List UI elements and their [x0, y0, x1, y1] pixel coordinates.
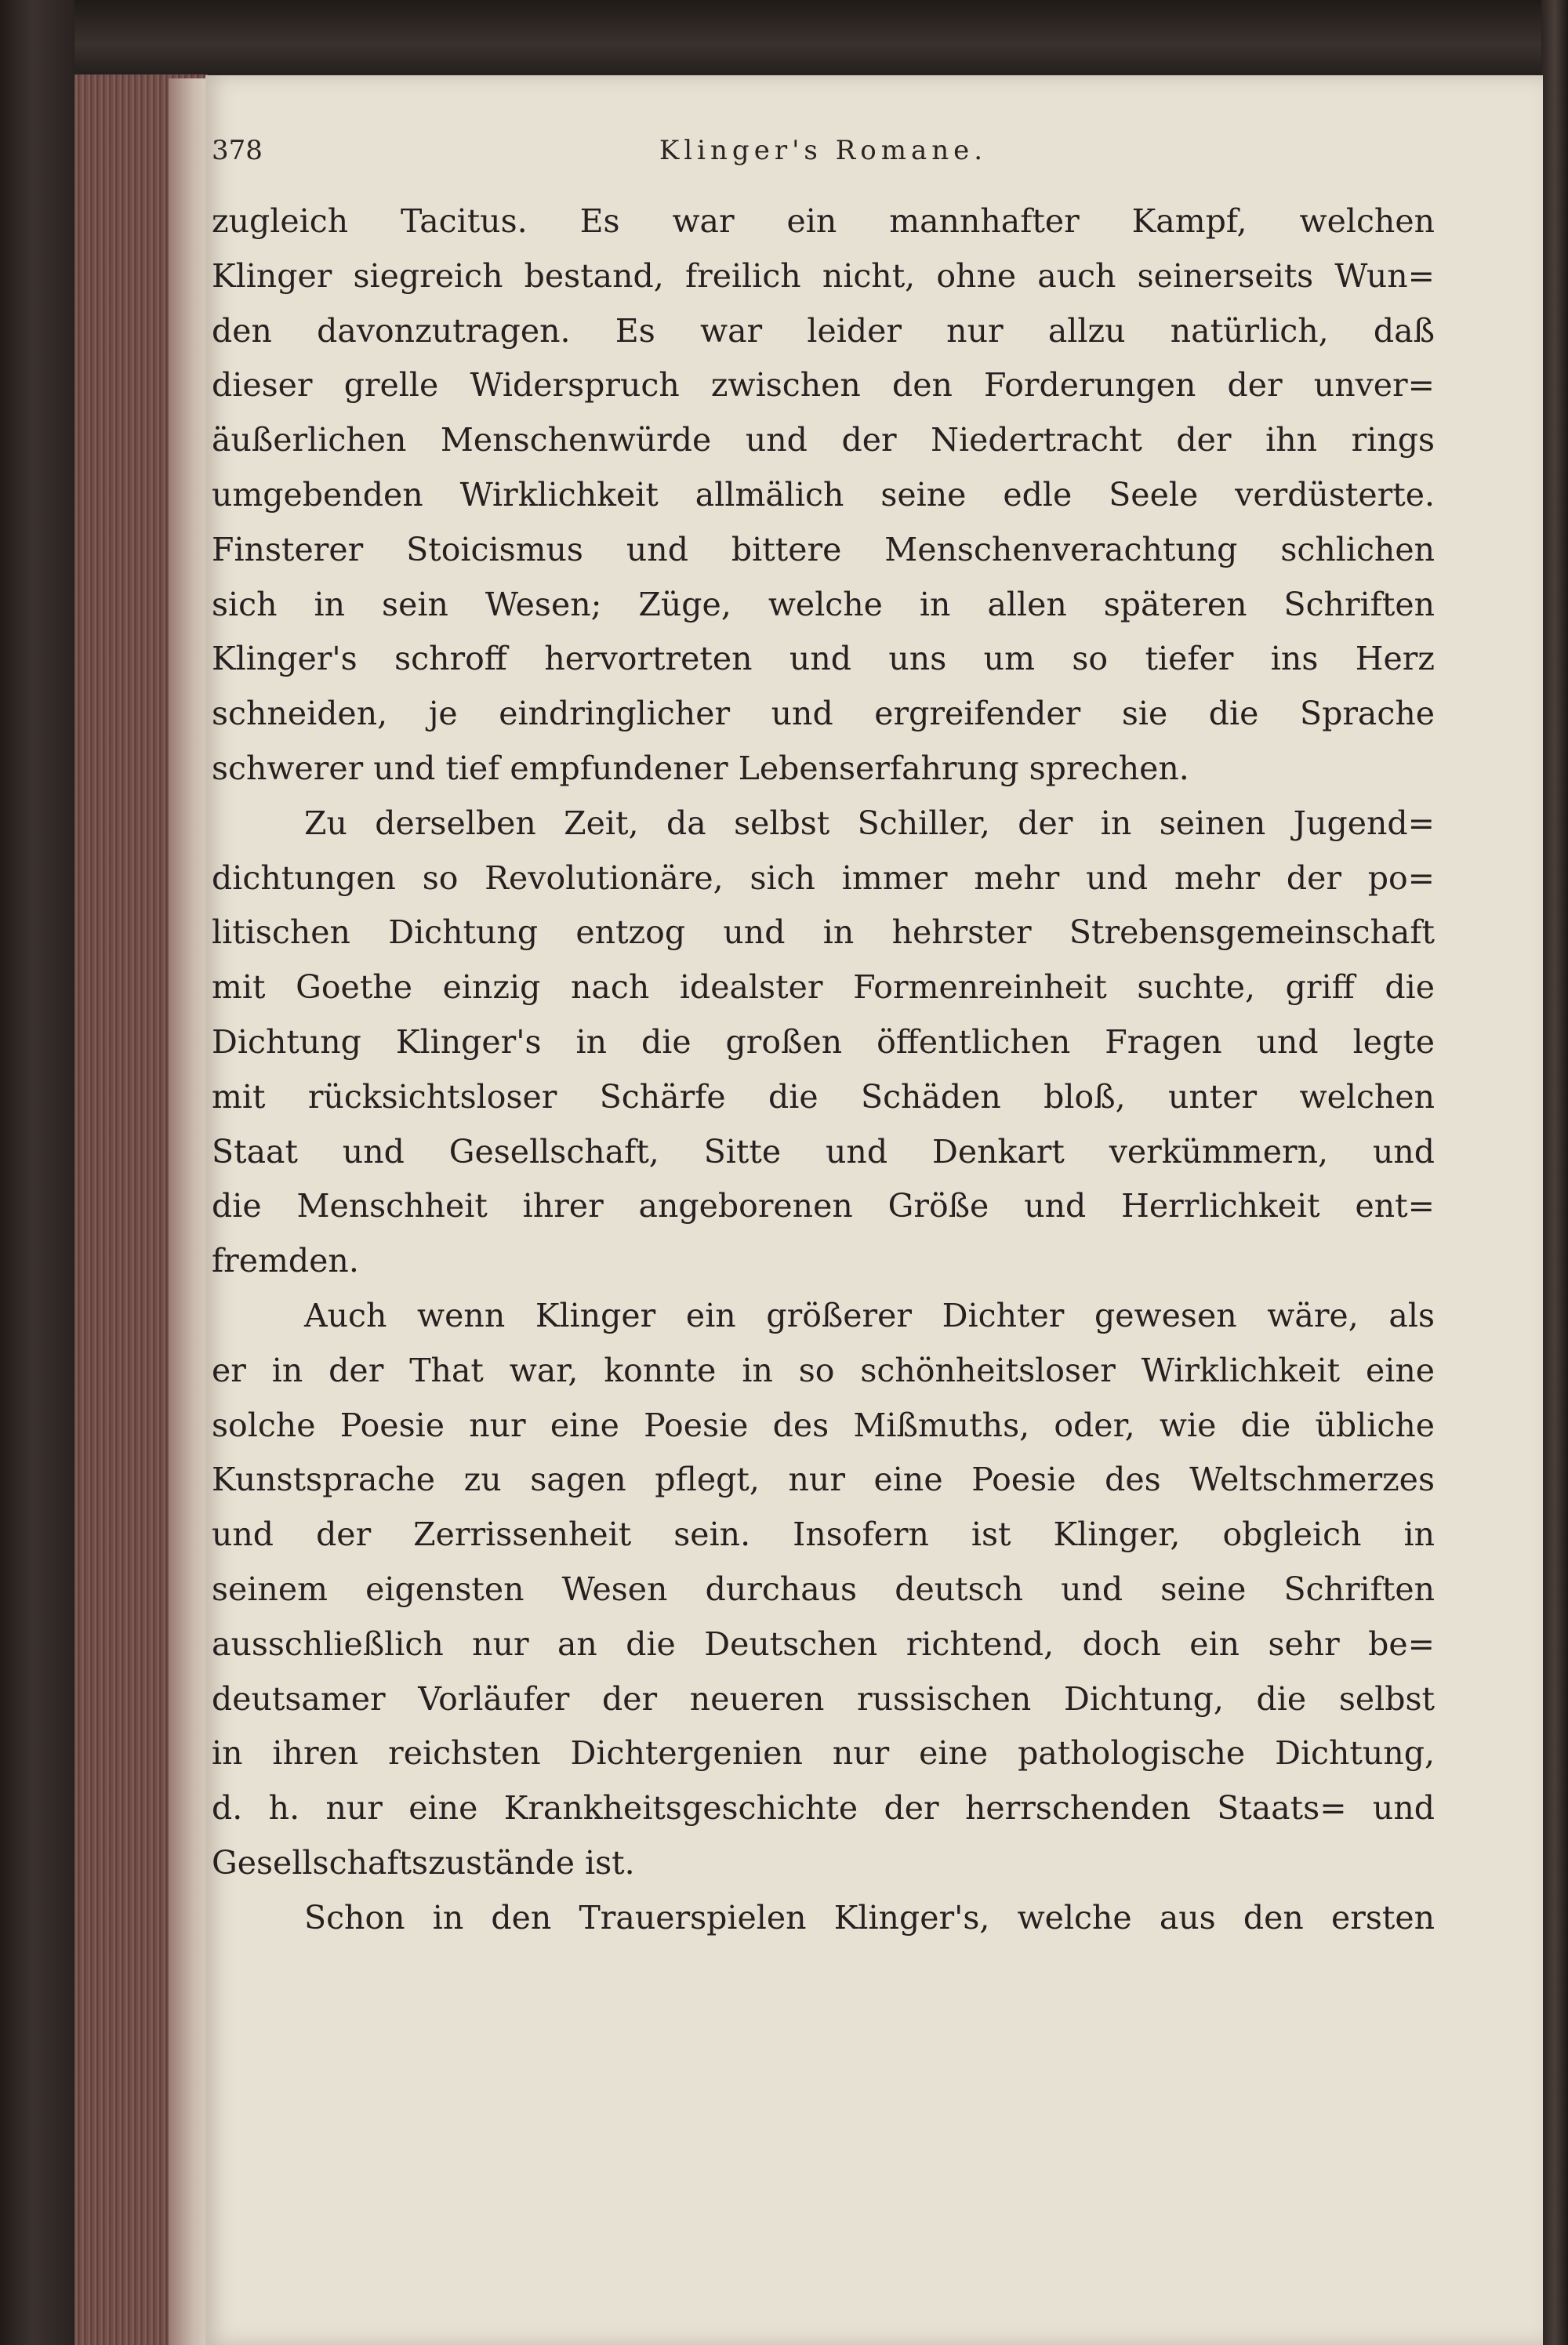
text-line: mit Goethe einzig nach idealster Formenreinheit suchte, griff die [212, 968, 1435, 1007]
page-gutter [169, 78, 209, 2345]
text-line: er in der That war, konnte in so schönheitsloser Wirklichkeit eine [212, 1351, 1435, 1389]
text-line: umgebenden Wirklichkeit allmälich seine edle Seele verdüsterte. [212, 475, 1435, 514]
book-cover-top [0, 0, 1568, 74]
text-line: litischen Dichtung entzog und in hehrster Strebensgemeinschaft [212, 913, 1435, 952]
text-line: Klinger's schroff hervortreten und uns um so tiefer ins Herz [212, 640, 1435, 678]
text-line: fremden. [212, 1242, 359, 1280]
text-line: zugleich Tacitus. Es war ein mannhafter Kampf, welchen [212, 202, 1435, 240]
text-line: sich in sein Wesen; Züge, welche in allen späteren Schriften [212, 585, 1435, 623]
text-line: seinem eigensten Wesen durchaus deutsch und seine Schriften [212, 1570, 1435, 1608]
text-line: Klinger siegreich bestand, freilich nicht, ohne auch seinerseits Wun= [212, 256, 1435, 295]
text-line: d. h. nur eine Krankheitsgeschichte der herrschenden Staats= und [212, 1789, 1435, 1828]
text-line: Staat und Gesellschaft, Sitte und Denkart verkümmern, und [212, 1132, 1435, 1171]
text-line: dieser grelle Widerspruch zwischen den Forderungen der unver= [212, 366, 1435, 405]
text-line: die Menschheit ihrer angeborenen Größe und Herrlichkeit ent= [212, 1187, 1435, 1225]
book-binding-left [0, 0, 74, 2345]
text-line: Schon in den Trauerspielen Klinger's, welche aus den ersten [304, 1898, 1435, 1937]
page-number: 378 [212, 135, 263, 166]
text-line: Finsterer Stoicismus und bittere Menschenverachtung schlichen [212, 530, 1435, 568]
text-line: Kunstsprache zu sagen pflegt, nur eine Poesie des Weltschmerzes [212, 1461, 1435, 1499]
text-line: und der Zerrissenheit sein. Insofern ist Klinger, obgleich in [212, 1516, 1435, 1554]
text-line: äußerlichen Menschenwürde und der Niedertracht der ihn rings [212, 421, 1435, 459]
text-line: den davonzutragen. Es war leider nur allzu natürlich, daß [212, 311, 1435, 350]
text-line: Zu derselben Zeit, da selbst Schiller, der in seinen Jugend= [304, 804, 1435, 842]
text-line: Gesellschaftszustände ist. [212, 1843, 635, 1882]
text-line: solche Poesie nur eine Poesie des Mißmuths, oder, wie die übliche [212, 1406, 1435, 1444]
text-line: ausschließlich nur an die Deutschen richtend, doch ein sehr be= [212, 1624, 1435, 1663]
book-cover-right [1541, 0, 1568, 2345]
body-text [212, 194, 1435, 1946]
text-line: in ihren reichsten Dichtergenien nur eine pathologische Dichtung, [212, 1734, 1435, 1773]
text-line: Dichtung Klinger's in die großen öffentlichen Fragen und legte [212, 1022, 1435, 1061]
running-head: Klinger's Romane. [659, 135, 988, 166]
page-header [212, 135, 1435, 182]
text-line: mit rücksichtsloser Schärfe die Schäden bloß, unter welchen [212, 1077, 1435, 1116]
text-line: deutsamer Vorläufer der neueren russischen Dichtung, die selbst [212, 1679, 1435, 1718]
text-line: schwerer und tief empfundener Lebenserfahrung sprechen. [212, 749, 1189, 787]
text-line: Auch wenn Klinger ein größerer Dichter gewesen wäre, als [304, 1296, 1435, 1334]
text-line: dichtungen so Revolutionäre, sich immer mehr und mehr der po= [212, 859, 1435, 897]
text-line: schneiden, je eindringlicher und ergreifender sie die Sprache [212, 695, 1435, 733]
